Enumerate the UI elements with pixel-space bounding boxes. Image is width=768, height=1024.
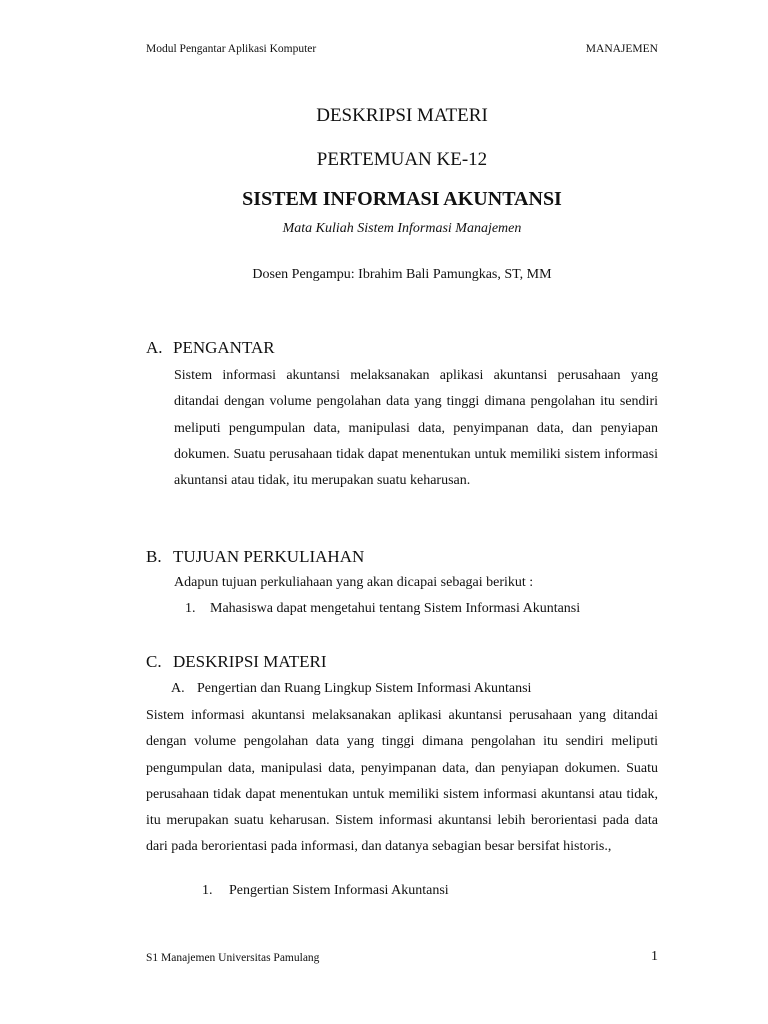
section-c-paragraph: Sistem informasi akuntansi melaksanakan aplikasi akuntansi perusahaan yang ditandai dengan volume pengolahan data yang tinggi dimana pengolahan itu sendiri meliputi pengumpulan data, manipulasi data, penyimpanan data, dan penyiapan dokumen. Suatu perusahaan tidak dapat menentukan untuk memiliki sistem informasi akuntansi atau tidak, itu merupakan suatu keharusan. Sistem informasi akuntansi lebih berorientasi pada data dari pada berorientasi pada informasi, dan datanya sebagian besar bersifat historis., [146,708,658,855]
doc-lecturer: Dosen Pengampu: Ibrahim Bali Pamungkas, ST, MM [252,267,552,282]
section-b-intro: Adapun tujuan perkuliahaan yang akan dicapai sebagai berikut : [174,575,534,590]
page-number: 1 [651,949,658,964]
section-b-item-text: Mahasiswa dapat mengetahui tentang Sistem Informasi Akuntansi [210,601,581,616]
section-c-letter: C. [146,652,162,671]
section-b-list-item [185,600,580,618]
section-b-heading [146,547,364,567]
section-b-title: TUJUAN PERKULIAHAN [173,547,365,566]
section-c-subheading [171,680,531,698]
footer-institution: S1 Manajemen Universitas Pamulang [146,952,320,964]
doc-title-meeting: PERTEMUAN KE-12 [316,149,488,170]
section-c-sub-letter: A. [171,681,185,696]
section-c-item-number: 1. [202,883,213,898]
doc-course-name: Mata Kuliah Sistem Informasi Manajemen [282,221,522,236]
doc-title-line1: DESKRIPSI MATERI [316,105,488,126]
section-c-heading [146,652,327,672]
section-a-paragraph: Sistem informasi akuntansi melaksanakan aplikasi akuntansi perusahaan yang ditandai dengan volume pengolahan data yang tinggi dimana pengolahan itu sendiri meliputi pengumpulan data, manipulasi data, penyimpanan data, dan penyiapan dokumen. Suatu perusahaan tidak dapat menentukan untuk memiliki sistem informasi akuntansi atau tidak, itu merupakan suatu keharusan. [174,368,658,489]
section-c-list-item [202,882,449,900]
running-header-title: Modul Pengantar Aplikasi Komputer [146,43,317,55]
section-b-letter: B. [146,547,162,566]
section-b-item-number: 1. [185,601,196,616]
doc-title-topic: SISTEM INFORMASI AKUNTANSI [242,188,562,210]
section-a-letter: A. [146,338,163,357]
section-c-title: DESKRIPSI MATERI [173,652,327,671]
section-c-sub-title: Pengertian dan Ruang Lingkup Sistem Informasi Akuntansi [197,681,532,696]
section-a-heading [146,338,275,358]
section-c-item-text: Pengertian Sistem Informasi Akuntansi [229,883,449,898]
section-a-title: PENGANTAR [173,338,275,357]
running-header-department: MANAJEMEN [585,43,658,55]
